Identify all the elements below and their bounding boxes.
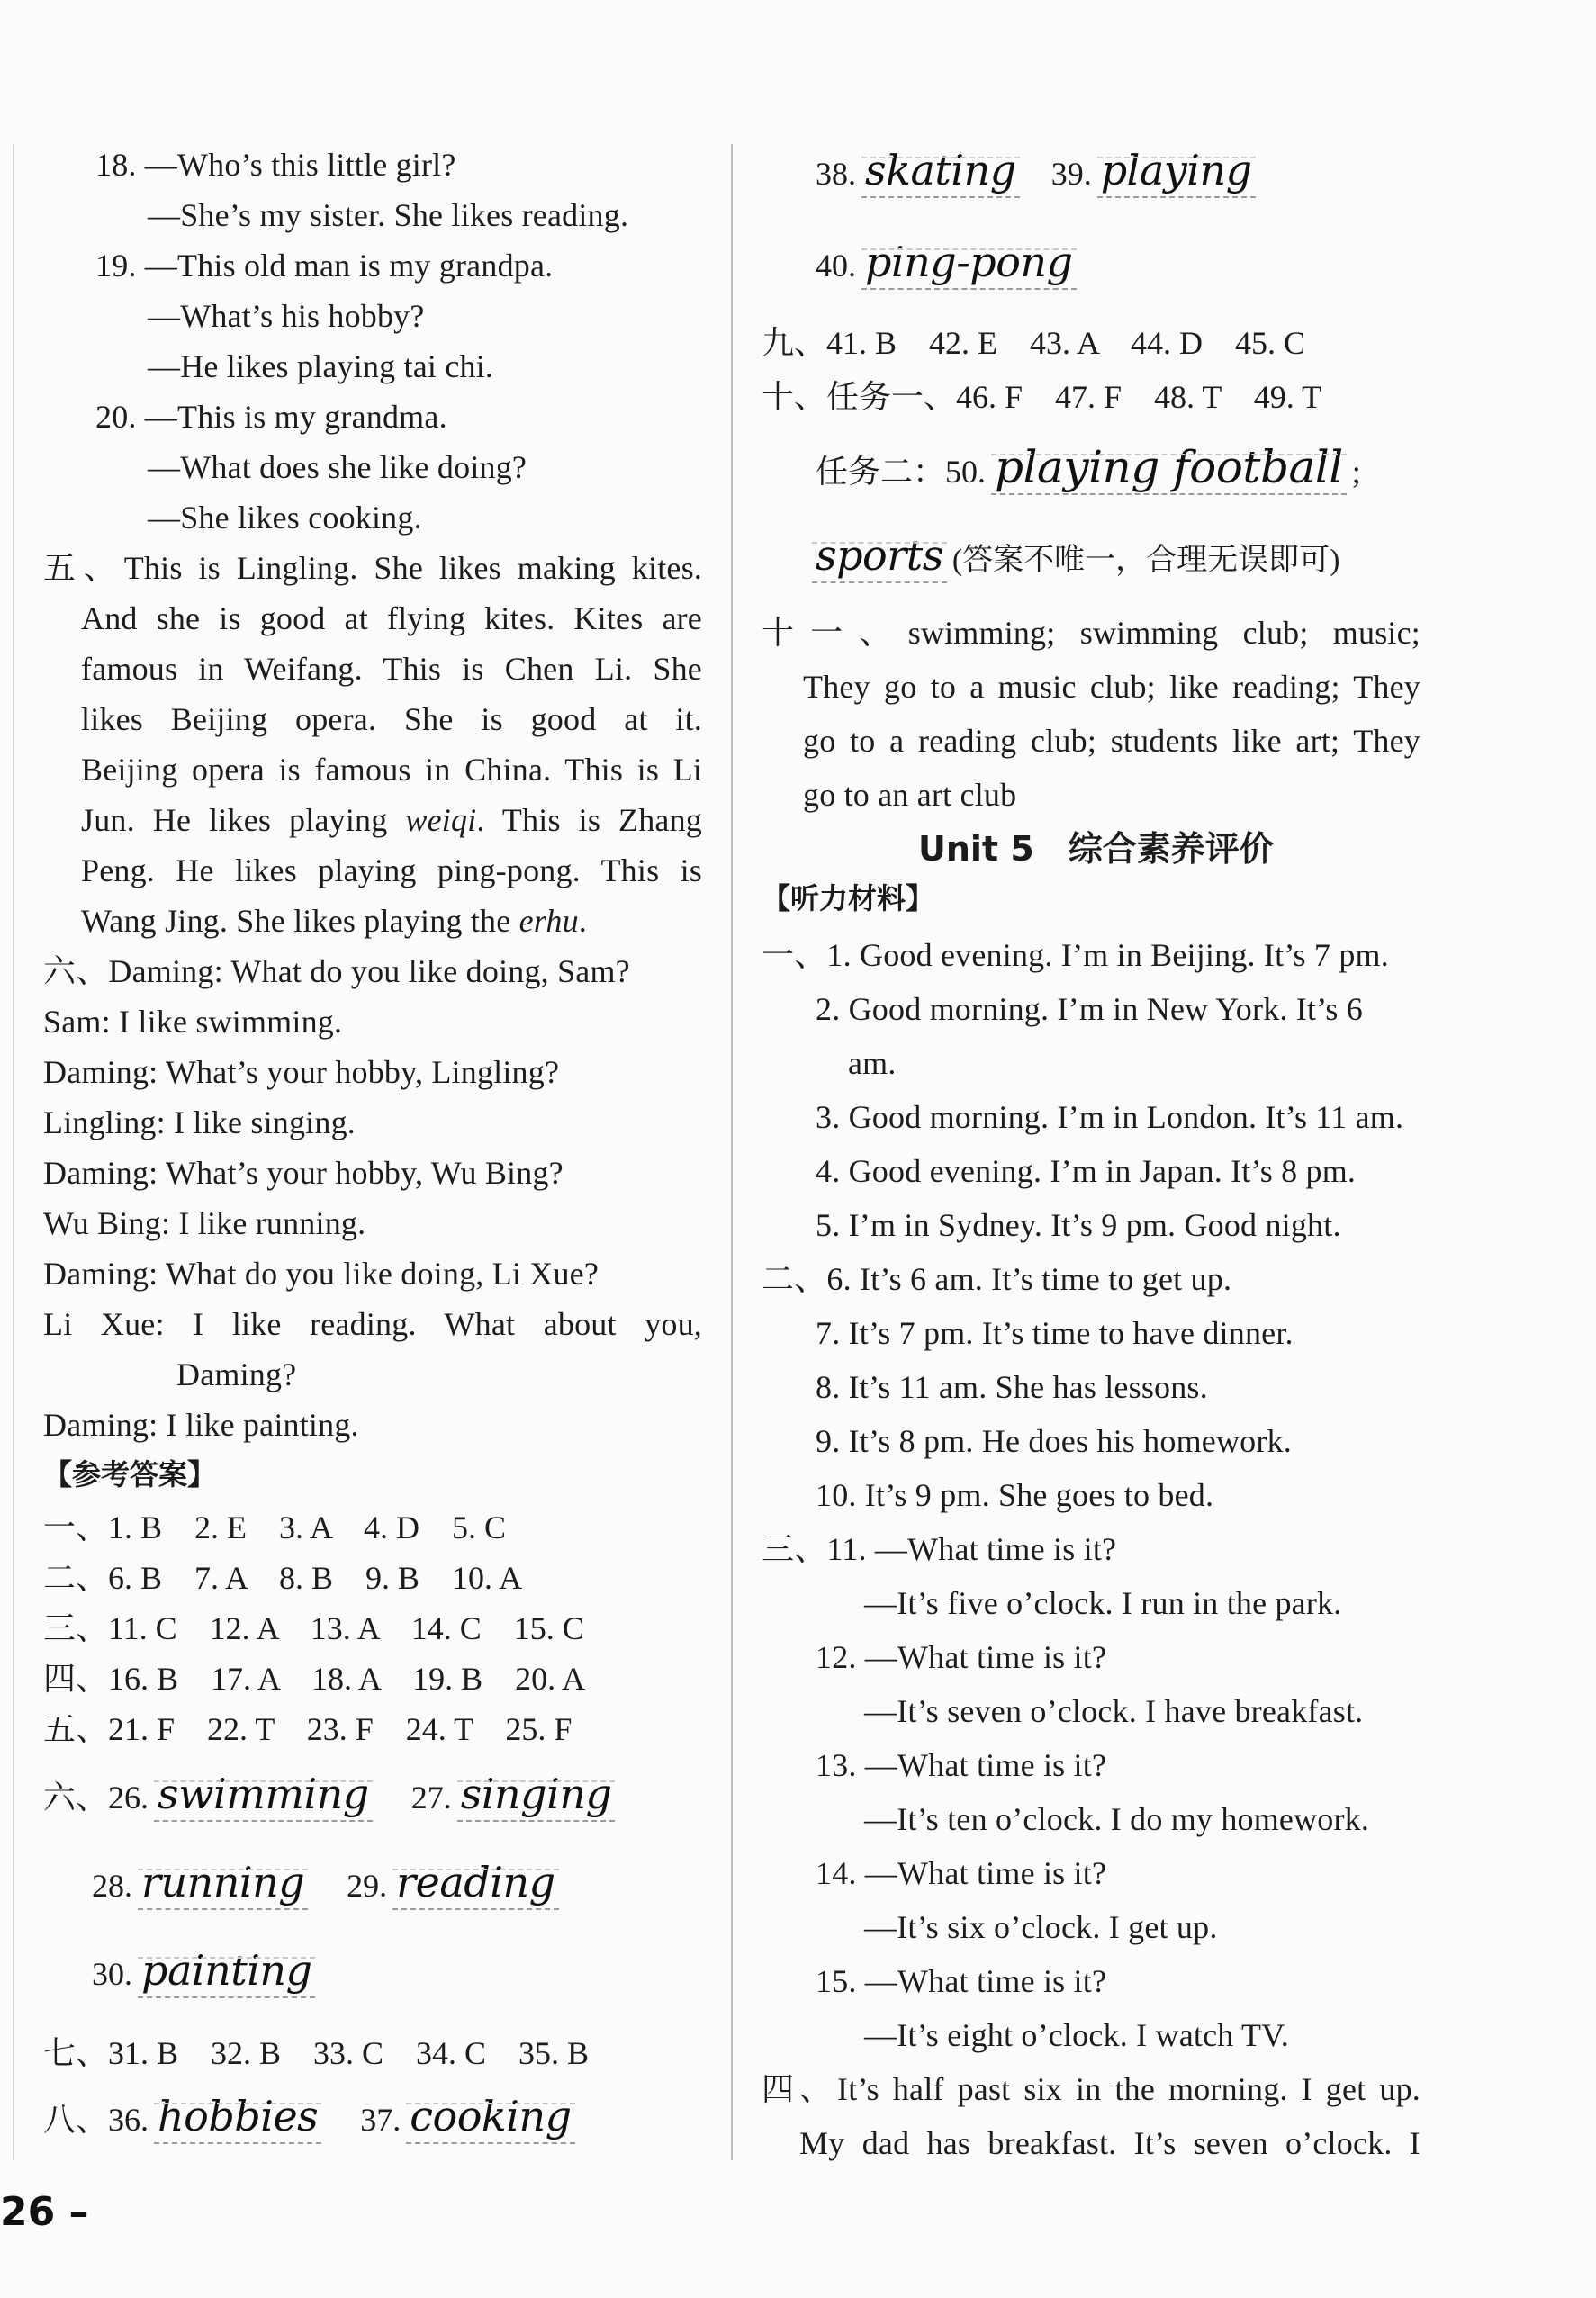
listening-line: 13. —What time is it? — [816, 1747, 1107, 1783]
listening-line: 5. I’m in Sydney. It’s 9 pm. Good night. — [816, 1207, 1341, 1243]
dialog-line: —She likes cooking. — [148, 500, 422, 536]
listening-line: 10. It’s 9 pm. She goes to bed. — [816, 1477, 1214, 1513]
dialog6-line: 六、Daming: What do you like doing, Sam? — [43, 953, 630, 989]
listening-header: 【听力材料】 — [762, 881, 935, 915]
listening-line: 8. It’s 11 am. She has lessons. — [816, 1369, 1208, 1405]
dialog6-line: Daming: What’s your hobby, Lingling? — [43, 1054, 560, 1090]
dialog6-line: Wu Bing: I like running. — [43, 1205, 366, 1241]
dialog-line: 20. —This is my grandma. — [95, 399, 447, 435]
dialog6-line: Sam: I like swimming. — [43, 1004, 343, 1040]
section11-line: go to an art club — [803, 777, 1017, 813]
unit-title: Unit 5 综合素养评价 — [918, 829, 1274, 869]
passage-line: Beijing opera is famous in China. This is Li — [81, 752, 702, 788]
dialog-line: —What does she like doing? — [148, 449, 527, 485]
handwritten-answer: playing football — [991, 446, 1347, 495]
listening-line: 2. Good morning. I’m in New York. It’s 6 — [816, 991, 1363, 1027]
dialog-line: 18. —Who’s this little girl? — [95, 147, 456, 183]
dialog-line: —She’s my sister. She likes reading. — [148, 197, 629, 233]
passage-line: Wang Jing. She likes playing the erhu. — [81, 903, 587, 939]
section9-row: 九、41. B 42. E 43. A 44. D 45. C — [762, 325, 1306, 361]
answer-note: (答案不唯一，合理无误即可) — [951, 544, 1340, 577]
listening-line: My dad has breakfast. It’s seven o’clock. I — [799, 2125, 1420, 2161]
section6-row: 30. painting — [92, 1950, 320, 1998]
passage-line: likes Beijing opera. She is good at it. — [81, 701, 702, 737]
listening-line: 3. Good morning. I’m in London. It’s 11 am. — [816, 1099, 1404, 1135]
section10-row: 十、任务一、46. F 47. F 48. T 49. T — [762, 379, 1322, 415]
listening-line: 一、1. Good evening. I’m in Beijing. It’s 7 pm. — [762, 937, 1389, 973]
handwritten-answer: running — [138, 1861, 308, 1910]
listening-line: 二、6. It’s 6 am. It’s time to get up. — [762, 1261, 1232, 1297]
answer-row: 一、1. B 2. E 3. A 4. D 5. C — [43, 1509, 507, 1546]
listening-line: am. — [848, 1045, 897, 1081]
handwritten-answer: singing — [457, 1773, 616, 1822]
section7-row: 七、31. B 32. B 33. C 34. C 35. B — [43, 2035, 590, 2071]
handwritten-answer: sports — [812, 535, 947, 583]
handwritten-answer: skating — [861, 149, 1020, 198]
answer-row: 五、21. F 22. T 23. F 24. T 25. F — [43, 1711, 573, 1747]
handwritten-answer: hobbies — [154, 2095, 321, 2144]
listening-line: —It’s five o’clock. I run in the park. — [864, 1585, 1342, 1621]
section11-line: go to a reading club; students like art; They — [803, 723, 1420, 759]
listening-line: 三、11. —What time is it? — [762, 1531, 1117, 1567]
section6-row: 28. running 29. reading — [92, 1861, 564, 1910]
section8-row: 八、36. hobbies 37. cooking — [43, 2095, 581, 2144]
passage-line: Peng. He likes playing ping-pong. This is — [81, 852, 702, 888]
answer-row: 二、6. B 7. A 8. B 9. B 10. A — [43, 1560, 523, 1596]
task2-row — [807, 531, 1340, 583]
listening-line: —It’s six o’clock. I get up. — [864, 1909, 1218, 1945]
dialog-line: —He likes playing tai chi. — [148, 348, 494, 384]
listening-line: —It’s eight o’clock. I watch TV. — [864, 2017, 1289, 2053]
dialog-line: —What’s his hobby? — [148, 298, 425, 334]
dialog6-line: Daming: What’s your hobby, Wu Bing? — [43, 1155, 564, 1191]
answer-row: 四、16. B 17. A 18. A 19. B 20. A — [43, 1661, 586, 1697]
dialog6-line: Lingling: I like singing. — [43, 1104, 356, 1140]
page-number: 26 – — [0, 2189, 89, 2235]
dialog6-line: Li Xue: I like reading. What about you, — [43, 1306, 702, 1342]
handwritten-answer: reading — [392, 1861, 558, 1910]
listening-line: 12. —What time is it? — [816, 1639, 1107, 1675]
listening-line: —It’s seven o’clock. I have breakfast. — [864, 1693, 1364, 1729]
passage-line: famous in Weifang. This is Chen Li. She — [81, 651, 702, 687]
handwritten-answer: cooking — [406, 2095, 574, 2144]
answer-row: 三、11. C 12. A 13. A 14. C 15. C — [43, 1610, 584, 1646]
answers-header: 【参考答案】 — [43, 1457, 217, 1491]
dialog6-line: Daming? — [176, 1356, 297, 1392]
listening-line: 15. —What time is it? — [816, 1963, 1107, 1999]
dialog6-line: Daming: What do you like doing, Li Xue? — [43, 1256, 600, 1292]
dialog-line: 19. —This old man is my grandpa. — [95, 248, 554, 284]
left-margin-rule — [13, 144, 14, 2160]
passage-line: And she is good at flying kites. Kites are — [81, 600, 702, 636]
handwritten-answer: painting — [138, 1950, 315, 1998]
section11-line: They go to a music club; like reading; They — [803, 669, 1420, 705]
dialog6-line: Daming: I like painting. — [43, 1407, 359, 1443]
section8-row: 40. ping-pong — [816, 241, 1082, 290]
listening-line: 9. It’s 8 pm. He does his homework. — [816, 1423, 1292, 1459]
handwritten-answer: swimming — [154, 1773, 373, 1822]
listening-line: 7. It’s 7 pm. It’s time to have dinner. — [816, 1315, 1294, 1351]
section11-line: 十一、swimming; swimming club; music; — [762, 615, 1420, 651]
handwritten-answer: ping-pong — [861, 241, 1077, 290]
section8-row: 38. skating 39. playing — [816, 149, 1261, 198]
column-divider — [731, 144, 733, 2160]
listening-line: —It’s ten o’clock. I do my homework. — [864, 1801, 1370, 1837]
listening-line: 14. —What time is it? — [816, 1855, 1107, 1891]
passage-line: Jun. He likes playing weiqi. This is Zhang — [81, 802, 703, 838]
task2-row: 任务二：50. playing football ; — [816, 441, 1361, 493]
handwritten-answer: playing — [1097, 149, 1256, 198]
passage-line: 五、This is Lingling. She likes making kites. — [43, 550, 702, 586]
listening-line: 4. Good evening. I’m in Japan. It’s 8 pm. — [816, 1153, 1357, 1189]
listening-line: 四、It’s half past six in the morning. I get up. — [762, 2071, 1420, 2107]
section6-row: 六、26. swimming 27. singing — [43, 1773, 620, 1822]
